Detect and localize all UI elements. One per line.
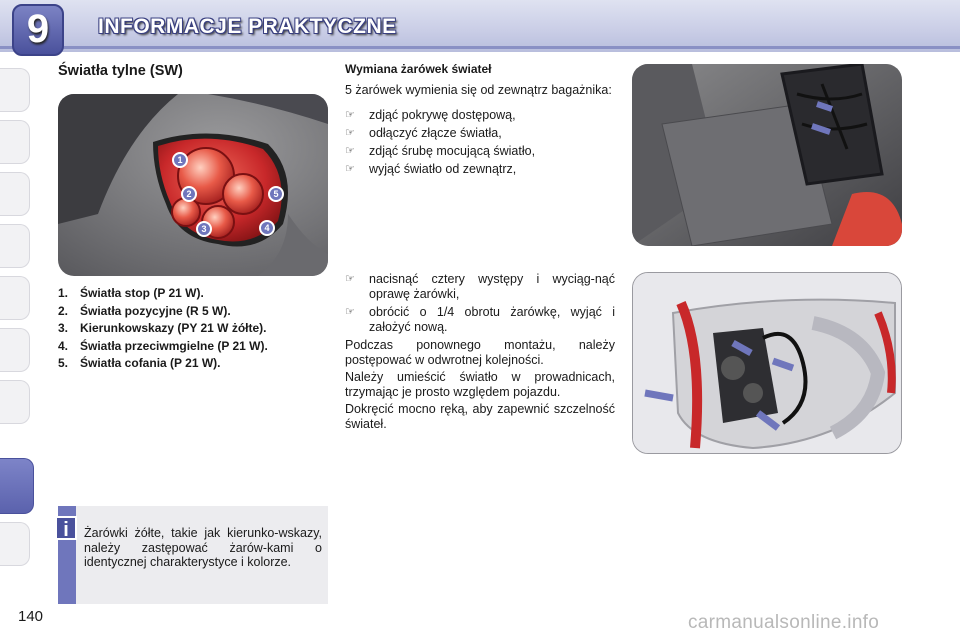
paragraph-tighten: Dokręcić mocno ręką, aby zapewnić szczelność świateł. (345, 402, 615, 431)
side-tab[interactable] (0, 522, 30, 566)
header-rule (0, 46, 960, 49)
callout-1: 1 (172, 152, 188, 168)
legend-item: 1. Światła stop (P 21 W). (58, 286, 204, 300)
callout-4: 4 (259, 220, 275, 236)
info-icon: i (55, 516, 77, 540)
legend-item: 2. Światła pozycyjne (R 5 W). (58, 303, 231, 318)
paragraph-guides: Należy umieścić światło w prowadnicach, trzymając je prosto względem pojazdu. (345, 370, 615, 399)
section-title: Światła tylne (SW) (58, 63, 183, 79)
pointing-hand-icon: ☞ (345, 273, 355, 285)
pointing-hand-icon: ☞ (345, 306, 355, 318)
side-tab[interactable] (0, 120, 30, 164)
callout-5: 5 (268, 186, 284, 202)
page-number: 140 (18, 608, 44, 625)
side-tab[interactable] (0, 224, 30, 268)
callout-3: 3 (196, 221, 212, 237)
replacement-intro: 5 żarówek wymienia się od zewnątrz bagażnika: (345, 83, 612, 97)
replacement-subtitle: Wymiana żarówek świateł (345, 62, 492, 76)
chapter-badge: 9 (12, 4, 64, 56)
side-tab[interactable] (0, 380, 30, 424)
step-item: ☞ obrócić o 1/4 obrotu żarówkę, wyjąć i założyć nową. (345, 305, 615, 334)
side-tab[interactable] (0, 328, 30, 372)
pointing-hand-icon: ☞ (345, 145, 355, 157)
steps-list-a (345, 108, 615, 177)
step-item: ☞ zdjąć śrubę mocującą światło, (345, 144, 536, 158)
side-tab-active[interactable] (0, 458, 34, 514)
step-item: ☞ zdjąć pokrywę dostępową, (345, 108, 516, 122)
legend-item: 4. Światła przeciwmgielne (P 21 W). (58, 338, 268, 353)
steps-list-b (345, 272, 615, 335)
lamp-unit-illustration (633, 273, 902, 454)
tail-light-illustration (58, 94, 328, 276)
step-item: ☞ odłączyć złącze światła, (345, 126, 502, 140)
step-item: ☞ nacisnąć cztery występy i wyciąg-nąć oprawę żarówki, (345, 272, 615, 301)
replacement-instructions (345, 62, 615, 180)
bulb-legend (58, 285, 328, 373)
legend-item: 3. Kierunkowskazy (PY 21 W żółte). (58, 321, 267, 335)
replacement-instructions-continued (345, 272, 615, 432)
trunk-access-photo (632, 64, 902, 246)
lamp-unit-photo (632, 272, 902, 454)
pointing-hand-icon: ☞ (345, 163, 355, 175)
callout-2: 2 (181, 186, 197, 202)
watermark: carmanualsonline.info (688, 612, 880, 633)
side-tab[interactable] (0, 172, 30, 216)
paragraph-reassembly: Podczas ponownego montażu, należy postępować w odwrotnej kolejności. (345, 338, 615, 367)
pointing-hand-icon: ☞ (345, 109, 355, 121)
side-tab[interactable] (0, 276, 30, 320)
legend-item: 5. Światła cofania (P 21 W). (58, 356, 221, 370)
info-text: Żarówki żółte, takie jak kierunko-wskazy, należy zastępować żarów-kami o identycznej charakterystyce i kolorze. (84, 526, 322, 569)
page-title: INFORMACJE PRAKTYCZNE (98, 15, 397, 38)
pointing-hand-icon: ☞ (345, 127, 355, 139)
step-item: ☞ wyjąć światło od zewnątrz, (345, 162, 517, 176)
tail-light-photo (58, 94, 328, 276)
side-tab[interactable] (0, 68, 30, 112)
trunk-illustration (632, 64, 902, 246)
